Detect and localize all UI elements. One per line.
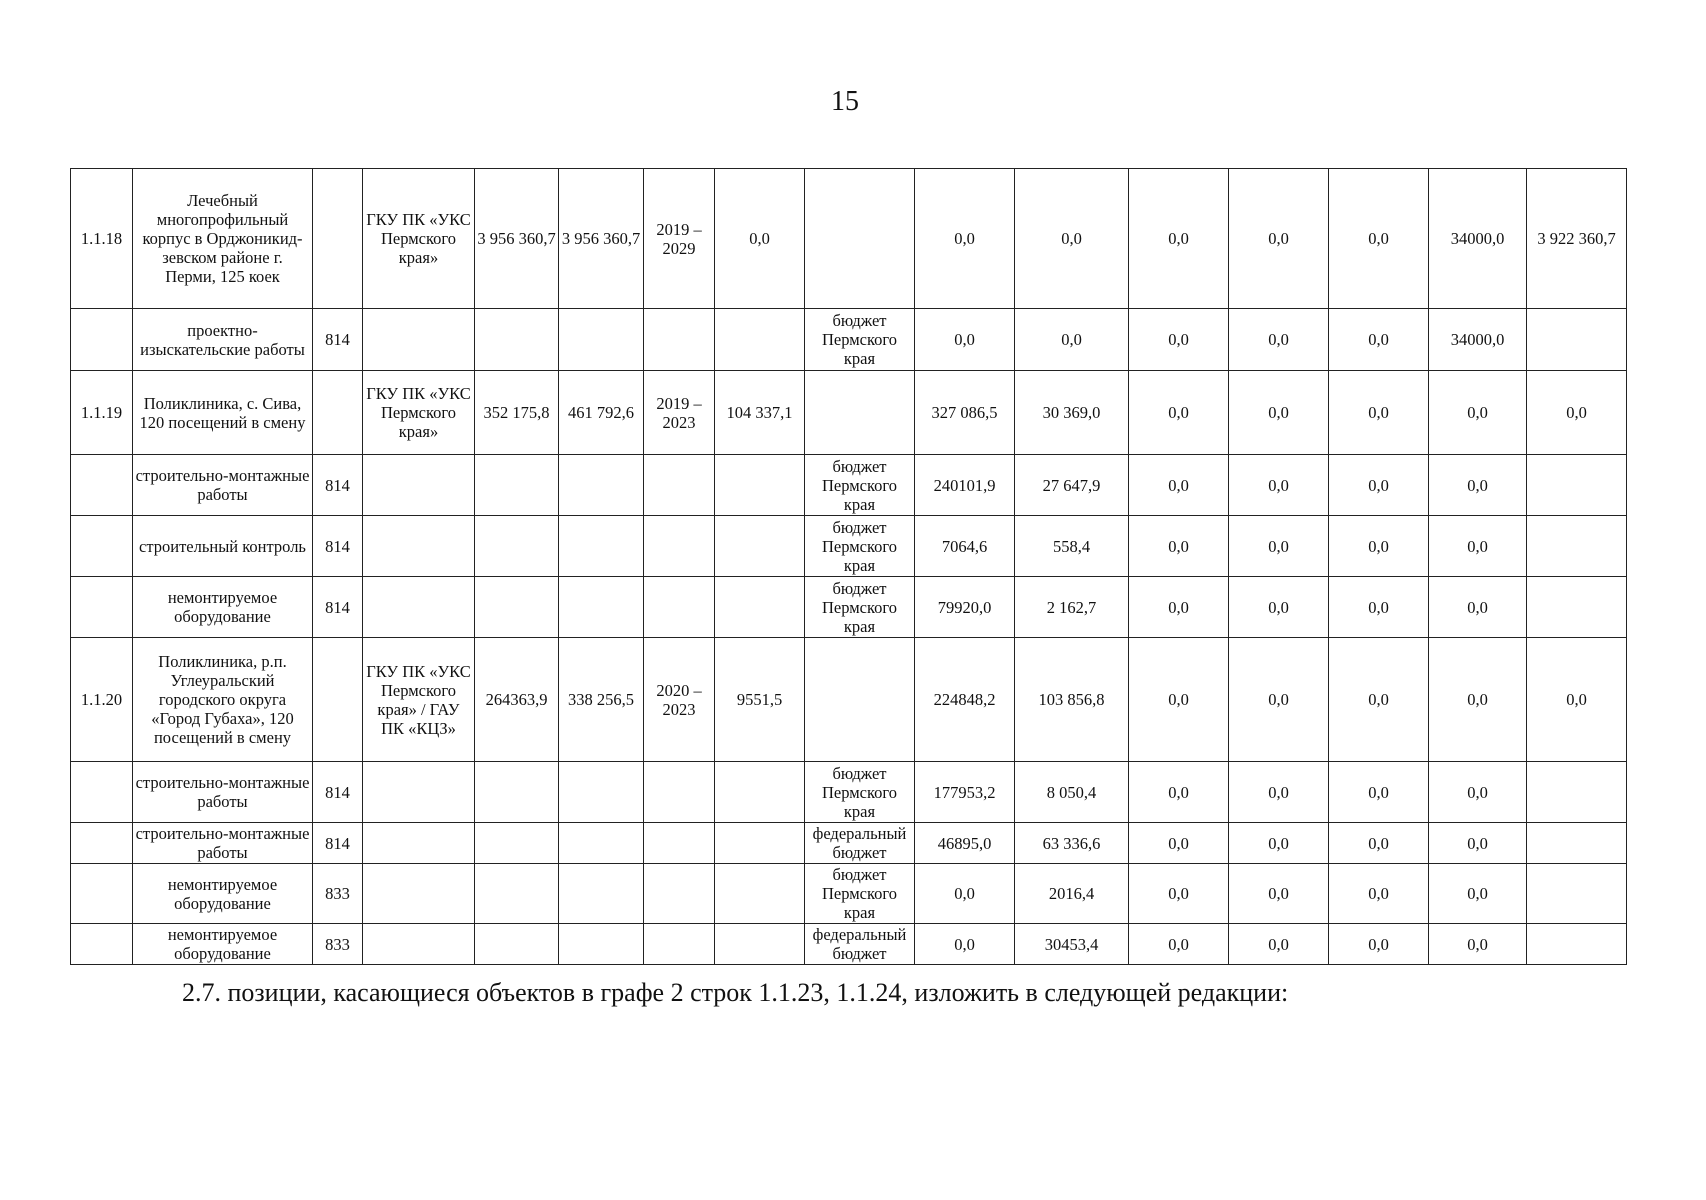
period-cell xyxy=(644,864,715,924)
code-cell: 814 xyxy=(313,516,363,577)
value-cell-6: 0,0 xyxy=(1429,516,1527,577)
row-number-cell: 1.1.19 xyxy=(71,371,133,455)
value-cell-7 xyxy=(1527,309,1627,371)
budget-table xyxy=(70,168,1627,965)
value-cell-1: 79920,0 xyxy=(915,577,1015,638)
funding-source-cell: федеральный бюджет xyxy=(805,924,915,965)
value-cell-3: 0,0 xyxy=(1129,169,1229,309)
funding-source-cell: бюджет Пермского края xyxy=(805,577,915,638)
value-cell-7 xyxy=(1527,924,1627,965)
estimated-cost-cell: 352 175,8 xyxy=(475,371,559,455)
funding-source-cell: бюджет Пермского края xyxy=(805,455,915,516)
estimated-cost-cell xyxy=(475,455,559,516)
object-name-cell: строительный контроль xyxy=(133,516,313,577)
value-cell-4: 0,0 xyxy=(1229,516,1329,577)
total-cost-cell: 461 792,6 xyxy=(559,371,644,455)
estimated-cost-cell xyxy=(475,516,559,577)
financed-before-cell: 9551,5 xyxy=(715,638,805,762)
value-cell-1: 224848,2 xyxy=(915,638,1015,762)
instruction-text: 2.7. позиции, касающиеся объектов в графе 2 строк 1.1.23, 1.1.24, изложить в следующей редакции: xyxy=(182,978,1289,1007)
total-cost-cell xyxy=(559,823,644,864)
total-cost-cell xyxy=(559,924,644,965)
executor-cell xyxy=(363,577,475,638)
executor-cell xyxy=(363,455,475,516)
value-cell-5: 0,0 xyxy=(1329,309,1429,371)
code-cell: 814 xyxy=(313,309,363,371)
value-cell-4: 0,0 xyxy=(1229,823,1329,864)
period-cell xyxy=(644,577,715,638)
value-cell-7: 0,0 xyxy=(1527,371,1627,455)
total-cost-cell: 3 956 360,7 xyxy=(559,169,644,309)
value-cell-3: 0,0 xyxy=(1129,924,1229,965)
code-cell: 814 xyxy=(313,455,363,516)
object-name-cell: строительно-монтажные работы xyxy=(133,762,313,823)
estimated-cost-cell xyxy=(475,309,559,371)
row-number-cell: 1.1.20 xyxy=(71,638,133,762)
value-cell-5: 0,0 xyxy=(1329,169,1429,309)
value-cell-2: 30453,4 xyxy=(1015,924,1129,965)
row-number-cell xyxy=(71,823,133,864)
value-cell-1: 177953,2 xyxy=(915,762,1015,823)
value-cell-6: 0,0 xyxy=(1429,924,1527,965)
row-number-cell xyxy=(71,516,133,577)
value-cell-2: 0,0 xyxy=(1015,309,1129,371)
value-cell-3: 0,0 xyxy=(1129,823,1229,864)
estimated-cost-cell xyxy=(475,823,559,864)
row-number-cell xyxy=(71,864,133,924)
financed-before-cell xyxy=(715,455,805,516)
value-cell-3: 0,0 xyxy=(1129,309,1229,371)
table-row xyxy=(71,638,1627,762)
value-cell-5: 0,0 xyxy=(1329,455,1429,516)
estimated-cost-cell: 3 956 360,7 xyxy=(475,169,559,309)
funding-source-cell: бюджет Пермского края xyxy=(805,309,915,371)
table-row xyxy=(71,516,1627,577)
value-cell-6: 34000,0 xyxy=(1429,169,1527,309)
value-cell-4: 0,0 xyxy=(1229,924,1329,965)
value-cell-2: 63 336,6 xyxy=(1015,823,1129,864)
object-name-cell: строительно-монтажные работы xyxy=(133,823,313,864)
table-row xyxy=(71,577,1627,638)
value-cell-3: 0,0 xyxy=(1129,864,1229,924)
value-cell-1: 240101,9 xyxy=(915,455,1015,516)
code-cell: 833 xyxy=(313,924,363,965)
value-cell-4: 0,0 xyxy=(1229,577,1329,638)
value-cell-1: 0,0 xyxy=(915,924,1015,965)
funding-source-cell xyxy=(805,169,915,309)
value-cell-2: 8 050,4 xyxy=(1015,762,1129,823)
table-row xyxy=(71,169,1627,309)
value-cell-5: 0,0 xyxy=(1329,638,1429,762)
value-cell-2: 0,0 xyxy=(1015,169,1129,309)
value-cell-1: 0,0 xyxy=(915,169,1015,309)
executor-cell xyxy=(363,864,475,924)
value-cell-5: 0,0 xyxy=(1329,924,1429,965)
table-row xyxy=(71,371,1627,455)
value-cell-2: 27 647,9 xyxy=(1015,455,1129,516)
value-cell-5: 0,0 xyxy=(1329,823,1429,864)
financed-before-cell xyxy=(715,309,805,371)
table-row xyxy=(71,924,1627,965)
value-cell-5: 0,0 xyxy=(1329,577,1429,638)
total-cost-cell xyxy=(559,455,644,516)
funding-source-cell: бюджет Пермского края xyxy=(805,516,915,577)
code-cell: 833 xyxy=(313,864,363,924)
funding-source-cell: федеральный бюджет xyxy=(805,823,915,864)
value-cell-4: 0,0 xyxy=(1229,762,1329,823)
value-cell-7 xyxy=(1527,516,1627,577)
period-cell xyxy=(644,309,715,371)
executor-cell xyxy=(363,516,475,577)
object-name-cell: Поликлиника, р.п. Углеуральский городского округа «Город Губаха», 120 посещений в смену xyxy=(133,638,313,762)
value-cell-3: 0,0 xyxy=(1129,516,1229,577)
object-name-cell: немонтируемое оборудование xyxy=(133,864,313,924)
financed-before-cell xyxy=(715,516,805,577)
period-cell xyxy=(644,516,715,577)
value-cell-2: 2 162,7 xyxy=(1015,577,1129,638)
value-cell-1: 327 086,5 xyxy=(915,371,1015,455)
table-body xyxy=(71,169,1627,965)
value-cell-3: 0,0 xyxy=(1129,762,1229,823)
period-cell xyxy=(644,455,715,516)
value-cell-6: 0,0 xyxy=(1429,762,1527,823)
total-cost-cell: 338 256,5 xyxy=(559,638,644,762)
financed-before-cell xyxy=(715,762,805,823)
value-cell-3: 0,0 xyxy=(1129,371,1229,455)
code-cell: 814 xyxy=(313,762,363,823)
executor-cell: ГКУ ПК «УКС Пермского края» xyxy=(363,371,475,455)
object-name-cell: строительно-монтажные работы xyxy=(133,455,313,516)
executor-cell xyxy=(363,924,475,965)
object-name-cell: Поликлиника, с. Сива, 120 посещений в смену xyxy=(133,371,313,455)
page-number: 15 xyxy=(831,86,859,117)
period-cell xyxy=(644,762,715,823)
object-name-cell: Лечебный многопрофильный корпус в Орджоникид-зевском районе г. Перми, 125 коек xyxy=(133,169,313,309)
executor-cell xyxy=(363,823,475,864)
period-cell: 2020 – 2023 xyxy=(644,638,715,762)
value-cell-1: 7064,6 xyxy=(915,516,1015,577)
funding-source-cell: бюджет Пермского края xyxy=(805,762,915,823)
funding-source-cell xyxy=(805,638,915,762)
total-cost-cell xyxy=(559,762,644,823)
value-cell-3: 0,0 xyxy=(1129,638,1229,762)
value-cell-6: 0,0 xyxy=(1429,455,1527,516)
executor-cell: ГКУ ПК «УКС Пермского края» xyxy=(363,169,475,309)
value-cell-6: 34000,0 xyxy=(1429,309,1527,371)
financed-before-cell xyxy=(715,924,805,965)
value-cell-7: 0,0 xyxy=(1527,638,1627,762)
value-cell-2: 2016,4 xyxy=(1015,864,1129,924)
code-cell xyxy=(313,371,363,455)
value-cell-7 xyxy=(1527,823,1627,864)
period-cell: 2019 – 2023 xyxy=(644,371,715,455)
row-number-cell xyxy=(71,455,133,516)
financed-before-cell: 0,0 xyxy=(715,169,805,309)
value-cell-4: 0,0 xyxy=(1229,864,1329,924)
total-cost-cell xyxy=(559,864,644,924)
value-cell-7 xyxy=(1527,577,1627,638)
period-cell: 2019 – 2029 xyxy=(644,169,715,309)
financed-before-cell xyxy=(715,864,805,924)
value-cell-4: 0,0 xyxy=(1229,455,1329,516)
value-cell-2: 558,4 xyxy=(1015,516,1129,577)
row-number-cell xyxy=(71,924,133,965)
value-cell-6: 0,0 xyxy=(1429,577,1527,638)
value-cell-6: 0,0 xyxy=(1429,823,1527,864)
financed-before-cell: 104 337,1 xyxy=(715,371,805,455)
total-cost-cell xyxy=(559,309,644,371)
value-cell-4: 0,0 xyxy=(1229,371,1329,455)
code-cell: 814 xyxy=(313,823,363,864)
value-cell-2: 30 369,0 xyxy=(1015,371,1129,455)
row-number-cell: 1.1.18 xyxy=(71,169,133,309)
code-cell xyxy=(313,169,363,309)
value-cell-5: 0,0 xyxy=(1329,864,1429,924)
value-cell-1: 0,0 xyxy=(915,864,1015,924)
funding-source-cell: бюджет Пермского края xyxy=(805,864,915,924)
table-row xyxy=(71,823,1627,864)
financed-before-cell xyxy=(715,823,805,864)
value-cell-4: 0,0 xyxy=(1229,638,1329,762)
funding-source-cell xyxy=(805,371,915,455)
executor-cell xyxy=(363,309,475,371)
value-cell-6: 0,0 xyxy=(1429,864,1527,924)
value-cell-6: 0,0 xyxy=(1429,638,1527,762)
estimated-cost-cell: 264363,9 xyxy=(475,638,559,762)
value-cell-5: 0,0 xyxy=(1329,516,1429,577)
object-name-cell: немонтируемое оборудование xyxy=(133,924,313,965)
object-name-cell: проектно-изыскательские работы xyxy=(133,309,313,371)
value-cell-7 xyxy=(1527,864,1627,924)
total-cost-cell xyxy=(559,516,644,577)
executor-cell xyxy=(363,762,475,823)
row-number-cell xyxy=(71,762,133,823)
period-cell xyxy=(644,924,715,965)
estimated-cost-cell xyxy=(475,924,559,965)
value-cell-3: 0,0 xyxy=(1129,577,1229,638)
value-cell-7 xyxy=(1527,762,1627,823)
value-cell-1: 46895,0 xyxy=(915,823,1015,864)
code-cell xyxy=(313,638,363,762)
value-cell-1: 0,0 xyxy=(915,309,1015,371)
value-cell-5: 0,0 xyxy=(1329,762,1429,823)
code-cell: 814 xyxy=(313,577,363,638)
table-row xyxy=(71,309,1627,371)
value-cell-7 xyxy=(1527,455,1627,516)
object-name-cell: немонтируемое оборудование xyxy=(133,577,313,638)
executor-cell: ГКУ ПК «УКС Пермского края» / ГАУ ПК «КЦЗ» xyxy=(363,638,475,762)
estimated-cost-cell xyxy=(475,762,559,823)
value-cell-3: 0,0 xyxy=(1129,455,1229,516)
value-cell-4: 0,0 xyxy=(1229,309,1329,371)
table-row xyxy=(71,455,1627,516)
table-row xyxy=(71,864,1627,924)
value-cell-4: 0,0 xyxy=(1229,169,1329,309)
table-row xyxy=(71,762,1627,823)
estimated-cost-cell xyxy=(475,577,559,638)
value-cell-7: 3 922 360,7 xyxy=(1527,169,1627,309)
row-number-cell xyxy=(71,577,133,638)
total-cost-cell xyxy=(559,577,644,638)
estimated-cost-cell xyxy=(475,864,559,924)
period-cell xyxy=(644,823,715,864)
financed-before-cell xyxy=(715,577,805,638)
value-cell-6: 0,0 xyxy=(1429,371,1527,455)
row-number-cell xyxy=(71,309,133,371)
value-cell-2: 103 856,8 xyxy=(1015,638,1129,762)
value-cell-5: 0,0 xyxy=(1329,371,1429,455)
